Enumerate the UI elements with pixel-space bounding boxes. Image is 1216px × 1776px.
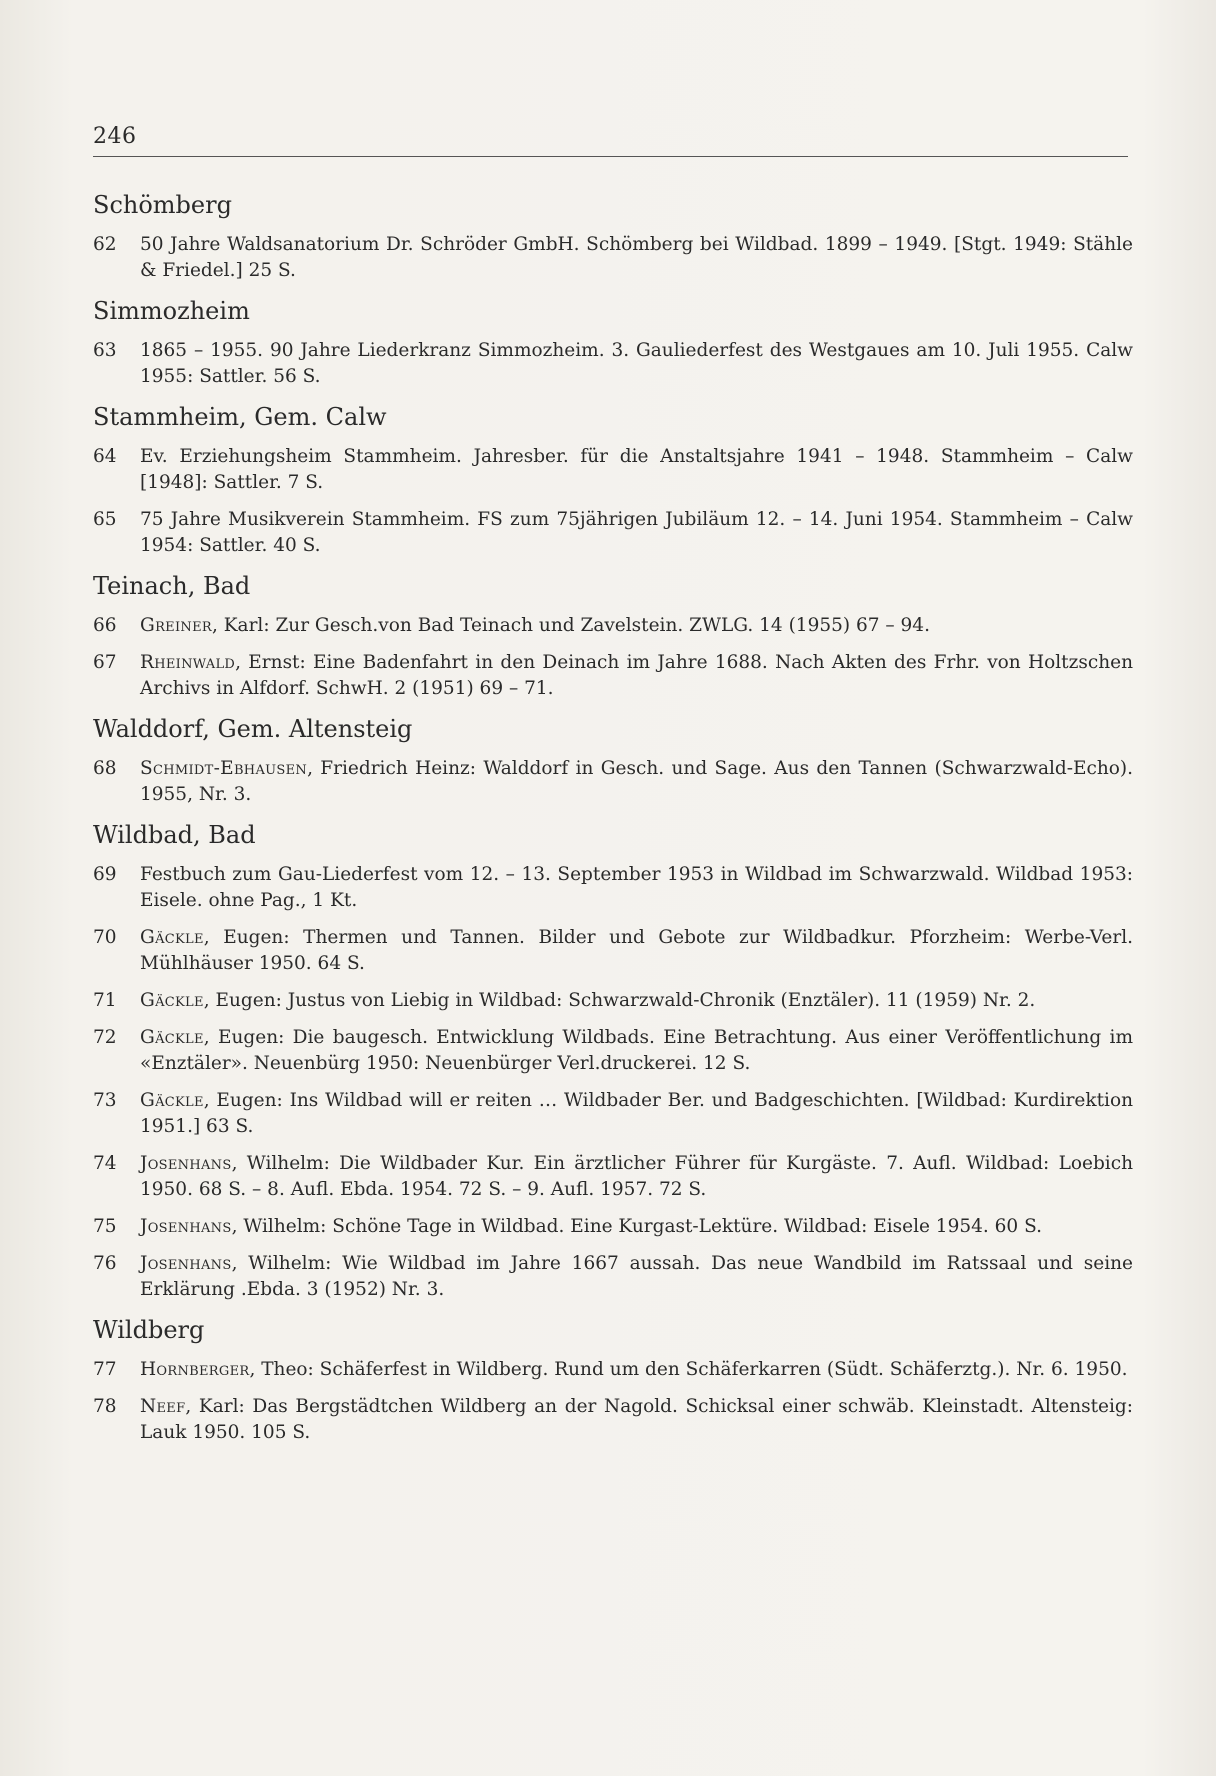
section	[93, 571, 1133, 702]
entry-text: , Theo: Schäferfest in Wildberg. Rund um den Schäferkarren (Südt. Schäferztg.). Nr. 6. 1950.	[249, 1359, 1128, 1380]
entry-citation	[140, 650, 1133, 702]
bibliography-entry	[93, 1394, 1133, 1446]
section-title: Teinach, Bad	[93, 572, 251, 600]
entry-text: 1865 – 1955. 90 Jahre Liederkranz Simmozheim. 3. Gauliederfest des Westgaues am 10. Juli 1955. Calw 1955: Sattler. 56 S.	[140, 340, 1133, 387]
entry-text: 75 Jahre Musikverein Stammheim. FS zum 75jährigen Jubiläum 12. – 14. Juni 1954. Stammheim – Calw 1954: Sattler. 40 S.	[140, 509, 1133, 556]
entry-author: Rheinwald	[140, 652, 236, 673]
section	[93, 714, 1133, 808]
entry-citation	[140, 1251, 1133, 1303]
entry-text: , Eugen: Die baugesch. Entwicklung Wildbads. Eine Betrachtung. Aus einer Veröffentlichung im «Enztäler». Neuenbürg 1950: Neuenbürger Verl.druckerei. 12 S.	[140, 1027, 1133, 1074]
entry-citation	[140, 613, 1133, 639]
entry-number: 67	[93, 652, 117, 673]
entry-citation	[140, 925, 1133, 977]
entry-citation	[140, 1151, 1133, 1203]
entry-citation	[140, 862, 1133, 914]
entry-citation	[140, 444, 1133, 496]
entry-citation	[140, 1214, 1133, 1240]
bibliography-entry	[93, 925, 1133, 977]
entry-number: 62	[93, 234, 117, 255]
entry-number: 70	[93, 927, 117, 948]
entry-text: , Wilhelm: Wie Wildbad im Jahre 1667 aussah. Das neue Wandbild im Ratssaal und seine Erklärung .Ebda. 3 (1952) Nr. 3.	[140, 1253, 1133, 1300]
entry-citation	[140, 507, 1133, 559]
entry-text: 50 Jahre Waldsanatorium Dr. Schröder GmbH. Schömberg bei Wildbad. 1899 – 1949. [Stgt. 1949: Stähle & Friedel.] 25 S.	[140, 234, 1133, 281]
entry-author: Josenhans	[140, 1216, 232, 1237]
section	[93, 296, 1133, 390]
bibliography-entry	[93, 988, 1133, 1014]
bibliography-entry	[93, 1357, 1133, 1383]
entry-text: , Karl: Zur Gesch.von Bad Teinach und Zavelstein. ZWLG. 14 (1955) 67 – 94.	[211, 615, 930, 636]
section-title: Walddorf, Gem. Altensteig	[93, 715, 413, 743]
entry-text: , Wilhelm: Schöne Tage in Wildbad. Eine Kurgast-Lektüre. Wildbad: Eisele 1954. 60 S.	[231, 1216, 1042, 1237]
entry-number: 76	[93, 1253, 117, 1274]
section	[93, 1315, 1133, 1446]
entry-author: Gäckle	[140, 1090, 204, 1111]
entry-citation	[140, 988, 1133, 1014]
bibliography-entry	[93, 862, 1133, 914]
entry-citation	[140, 1394, 1133, 1446]
entry-number: 69	[93, 864, 117, 885]
bibliography-entry	[93, 1251, 1133, 1303]
entry-citation	[140, 338, 1133, 390]
entry-number: 77	[93, 1359, 117, 1380]
entry-citation	[140, 232, 1133, 284]
entry-text: , Eugen: Justus von Liebig in Wildbad: Schwarzwald-Chronik (Enztäler). 11 (1959) Nr. 2.	[203, 990, 1036, 1011]
entry-text: , Karl: Das Bergstädtchen Wildberg an der Nagold. Schicksal einer schwäb. Kleinstadt. Altensteig: Lauk 1950. 105 S.	[140, 1396, 1133, 1443]
section	[93, 820, 1133, 1303]
entry-text: , Friedrich Heinz: Walddorf in Gesch. und Sage. Aus den Tannen (Schwarzwald-Echo). 1955, Nr. 3.	[140, 758, 1133, 805]
entry-number: 71	[93, 990, 117, 1011]
bibliography-entry	[93, 1151, 1133, 1203]
entry-number: 74	[93, 1153, 117, 1174]
entry-number: 64	[93, 446, 117, 467]
bibliography-entry	[93, 1025, 1133, 1077]
bibliography-entry	[93, 756, 1133, 808]
entry-citation	[140, 756, 1133, 808]
entry-citation	[140, 1357, 1133, 1383]
bibliography-entry	[93, 1214, 1133, 1240]
entry-number: 68	[93, 758, 117, 779]
entry-author: Josenhans	[140, 1253, 232, 1274]
entry-text: , Eugen: Ins Wildbad will er reiten … Wildbader Ber. und Badgeschichten. [Wildbad: Kurdirektion 1951.] 63 S.	[140, 1090, 1133, 1137]
section-title: Schömberg	[93, 191, 232, 219]
bibliography-content	[93, 190, 1133, 1458]
section-title: Simmozheim	[93, 297, 250, 325]
entry-number: 73	[93, 1090, 117, 1111]
entry-author: Gäckle	[140, 990, 204, 1011]
section-title: Stammheim, Gem. Calw	[93, 403, 387, 431]
entry-author: Neef	[140, 1396, 186, 1417]
entry-number: 78	[93, 1396, 117, 1417]
entry-author: Gäckle	[140, 1027, 204, 1048]
entry-text: , Eugen: Thermen und Tannen. Bilder und Gebote zur Wildbadkur. Pforzheim: Werbe-Verl. Mühlhäuser 1950. 64 S.	[140, 927, 1133, 974]
entry-author: Greiner	[140, 615, 212, 636]
bibliography-entry	[93, 613, 1133, 639]
bibliography-entry	[93, 338, 1133, 390]
entry-citation	[140, 1025, 1133, 1077]
entry-author: Schmidt-Ebhausen	[140, 758, 308, 779]
entry-text: Ev. Erziehungsheim Stammheim. Jahresber. für die Anstaltsjahre 1941 – 1948. Stammheim – Calw [1948]: Sattler. 7 S.	[140, 446, 1133, 493]
entry-number: 75	[93, 1216, 117, 1237]
section	[93, 190, 1133, 284]
bibliography-entry	[93, 507, 1133, 559]
entry-number: 66	[93, 615, 117, 636]
bibliography-entry	[93, 650, 1133, 702]
bibliography-entry	[93, 444, 1133, 496]
entry-text: , Wilhelm: Die Wildbader Kur. Ein ärztlicher Führer für Kurgäste. 7. Aufl. Wildbad: Loebich 1950. 68 S. – 8. Aufl. Ebda. 1954. 72 S. – 9. Aufl. 1957. 72 S.	[140, 1153, 1133, 1200]
section-title: Wildberg	[93, 1316, 205, 1344]
entry-number: 72	[93, 1027, 117, 1048]
entry-number: 63	[93, 340, 117, 361]
section-title: Wildbad, Bad	[93, 821, 256, 849]
section	[93, 402, 1133, 559]
entry-author: Gäckle	[140, 927, 204, 948]
header-rule	[93, 156, 1128, 157]
entry-author: Josenhans	[140, 1153, 232, 1174]
bibliography-entry	[93, 1088, 1133, 1140]
entry-number: 65	[93, 509, 117, 530]
entry-citation	[140, 1088, 1133, 1140]
entry-author: Hornberger	[140, 1359, 250, 1380]
page-number: 246	[93, 124, 137, 149]
entry-text: Festbuch zum Gau-Liederfest vom 12. – 13. September 1953 in Wildbad im Schwarzwald. Wildbad 1953: Eisele. ohne Pag., 1 Kt.	[140, 864, 1133, 911]
entry-text: , Ernst: Eine Badenfahrt in den Deinach im Jahre 1688. Nach Akten des Frhr. von Holtzschen Archivs in Alfdorf. SchwH. 2 (1951) 69 – 71.	[140, 652, 1133, 699]
bibliography-entry	[93, 232, 1133, 284]
